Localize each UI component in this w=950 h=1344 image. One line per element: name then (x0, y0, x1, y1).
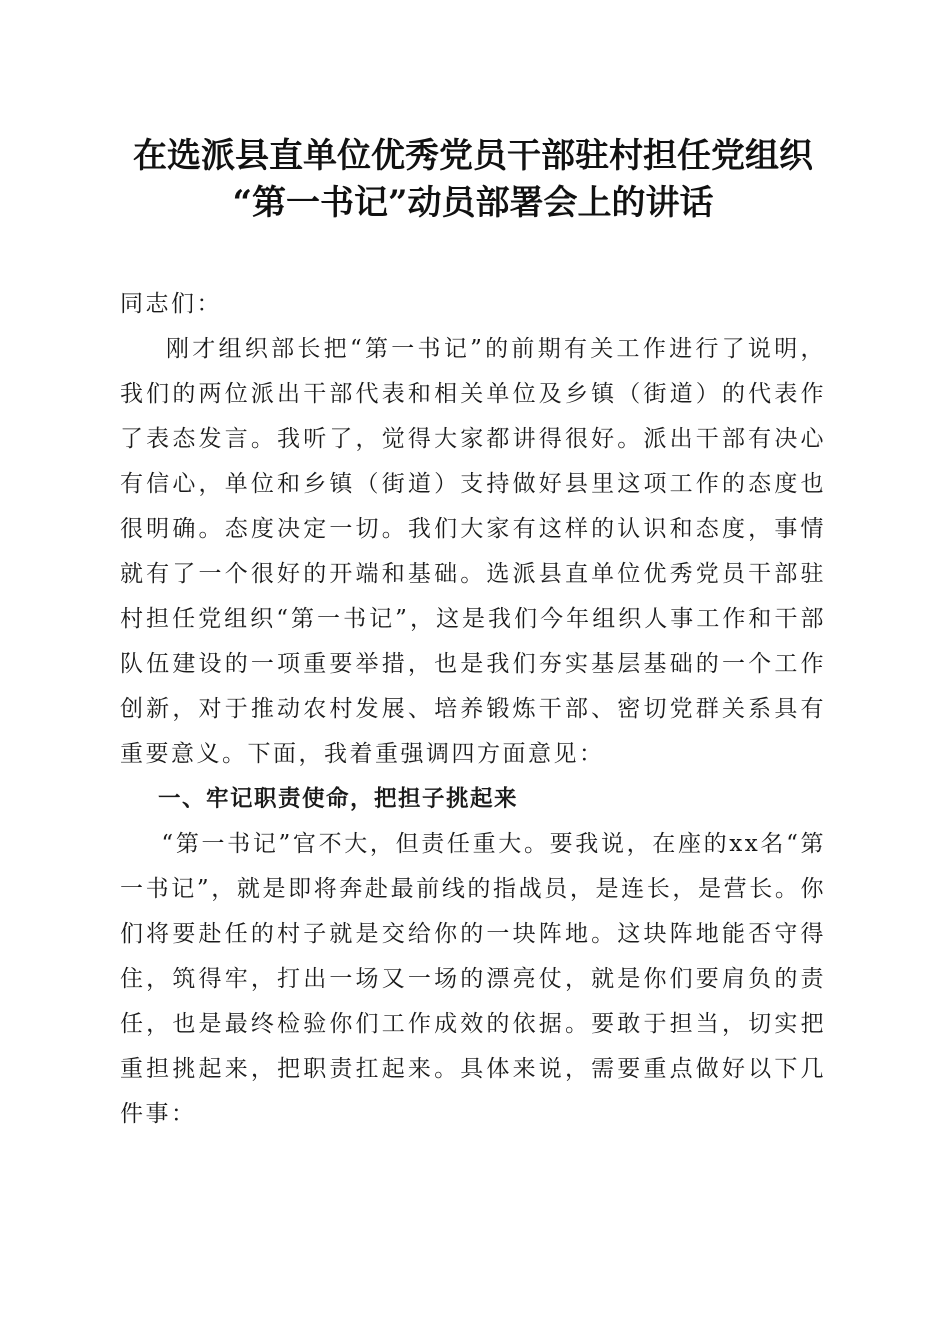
document-body (120, 282, 826, 1137)
document-title (120, 0, 826, 227)
title-line-1: 在选派县直单位优秀党员干部驻村担任党组织 (133, 136, 813, 176)
section-heading-1: 一、牢记职责使命，把担子挑起来 (158, 786, 519, 812)
title-line-2: “第一书记”动员部署会上的讲话 (232, 183, 714, 223)
salutation: 同志们： (120, 291, 222, 317)
opening-paragraph: 刚才组织部长把“第一书记”的前期有关工作进行了说明，我们的两位派出干部代表和相关单位及乡镇（街道）的代表作了表态发言。我听了，觉得大家都讲得很好。派出干部有决心有信心，单位和乡镇（街道）支持做好县里这项工作的态度也很明确。态度决定一切。我们大家有这样的认识和态度，事情就有了一个很好的开端和基础。选派县直单位优秀党员干部驻村担任党组织“第一书记”，这是我们今年组织人事工作和干部队伍建设的一项重要举措，也是我们夯实基层基础的一个工作创新，对于推动农村发展、培养锻炼干部、密切党群关系具有重要意义。下面，我着重强调四方面意见： (120, 336, 826, 767)
section-1-paragraph: “第一书记”官不大，但责任重大。要我说，在座的xx名“第一书记”，就是即将奔赴最前线的指战员，是连长，是营长。你们将要赴任的村子就是交给你的一块阵地。这块阵地能否守得住，筑得牢，打出一场又一场的漂亮仗，就是你们要肩负的责任，也是最终检验你们工作成效的依据。要敢于担当，切实把重担挑起来，把职责扛起来。具体来说，需要重点做好以下几件事： (120, 831, 826, 1127)
